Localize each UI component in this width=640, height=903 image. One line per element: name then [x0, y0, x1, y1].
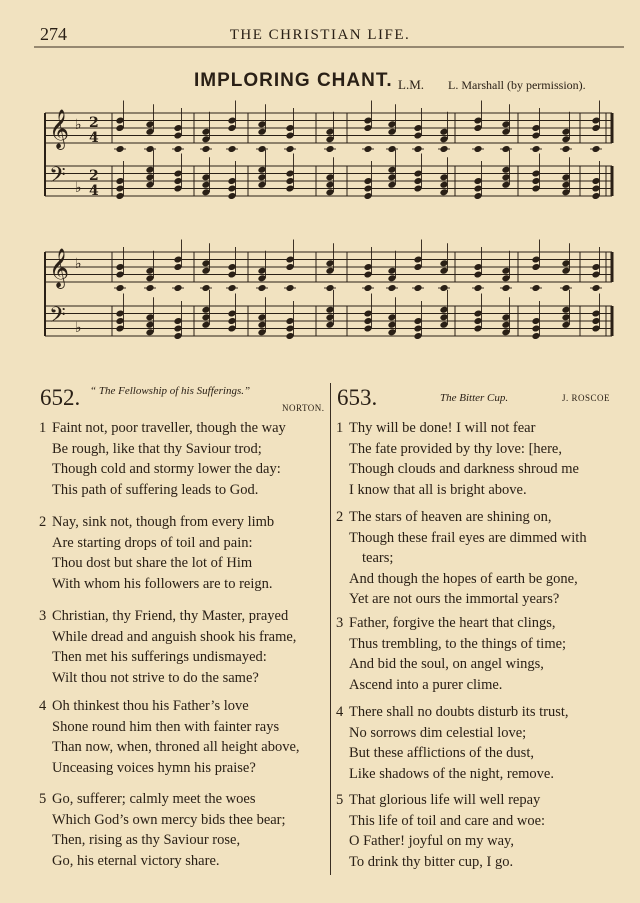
key-signature-flat: ♭	[75, 320, 82, 336]
bass-clef: 𝄢	[49, 303, 66, 333]
verse-line: tears;	[362, 550, 394, 566]
hymn-author: J. ROSCOE	[562, 393, 611, 403]
time-signature-bottom: 4	[89, 130, 99, 146]
verse-line: Though these frail eyes are dimmed with	[349, 529, 587, 546]
verse-line: This life of toil and care and woe:	[349, 812, 546, 829]
verse-line: While dread and anguish shook his frame,	[52, 628, 297, 645]
music-score	[0, 0, 640, 370]
running-title: THE CHRISTIAN LIFE.	[229, 27, 411, 43]
hymn-title: “ The Fellowship of his Sufferings.”	[90, 385, 251, 397]
verse-number: 5	[336, 792, 344, 808]
verse-line: Than now, when, throned all height above,	[52, 739, 300, 755]
verse-number: 2	[39, 514, 47, 530]
treble-clef: 𝄞	[49, 248, 70, 288]
verse-line: Wilt thou not strive to do the same?	[52, 669, 259, 686]
verse-line: And though the hopes of earth be gone,	[349, 570, 578, 587]
time-signature-top: 2	[89, 115, 99, 131]
verse	[39, 418, 286, 500]
hymn-author: NORTON.	[282, 403, 325, 413]
verse-line: Thou dost but share the lot of Him	[52, 555, 253, 571]
verse	[336, 790, 546, 872]
verse-line: Are starting drops of toil and pain:	[52, 534, 253, 551]
verse-number: 4	[336, 704, 344, 720]
time-signature-top: 2	[89, 168, 99, 184]
verse-line: Though clouds and darkness shroud me	[349, 461, 579, 477]
verse	[39, 512, 275, 594]
tune-meter: L.M.	[398, 77, 424, 92]
verse	[336, 418, 579, 500]
verse	[39, 606, 297, 688]
hymn-number: 652.	[40, 385, 81, 410]
verse-number: 1	[39, 420, 47, 436]
verse-line: To drink thy bitter cup, I go.	[349, 853, 514, 870]
verse-line: But these afflictions of the dust,	[349, 745, 534, 761]
verse-line: Yet are not ours the immortal years?	[349, 591, 560, 607]
verse-line: There shall no doubts disturb its trust,	[349, 704, 569, 720]
verse-line: Christian, thy Friend, thy Master, prayed	[52, 608, 289, 624]
verse-line: O Father! joyful on my way,	[349, 833, 514, 849]
key-signature-flat: ♭	[75, 180, 82, 196]
verse-line: And bid the soul, on angel wings,	[349, 656, 544, 672]
verse	[39, 789, 286, 871]
page-number: 274	[40, 24, 67, 44]
verse-line: No sorrows dim celestial love;	[349, 724, 527, 741]
column-divider	[330, 383, 331, 875]
verse-number: 2	[336, 509, 344, 525]
verse-number: 4	[39, 698, 47, 714]
verse	[336, 702, 569, 784]
verse-number: 5	[39, 791, 47, 807]
verse-line: Faint not, poor traveller, though the way	[52, 420, 286, 436]
verse-line: The fate provided by thy love: [here,	[349, 440, 562, 457]
verse-line: Ascend into a purer clime.	[349, 676, 503, 693]
verse-line: Thy will be done! I will not fear	[349, 420, 536, 436]
tune-title: IMPLORING CHANT.	[194, 70, 393, 91]
treble-clef: 𝄞	[49, 109, 70, 149]
verse-number: 3	[39, 608, 47, 624]
verse-line: The stars of heaven are shining on,	[349, 509, 552, 525]
verse-line: Father, forgive the heart that clings,	[349, 615, 556, 631]
verse-line: Though cold and stormy lower the day:	[52, 461, 281, 477]
verse-line: I know that all is bright above.	[349, 481, 527, 498]
verse-line: Which God’s own mercy bids thee bear;	[52, 811, 286, 828]
verse-line: Unceasing voices hymn his praise?	[52, 759, 256, 776]
bass-clef: 𝄢	[49, 163, 66, 193]
tune-composer: L. Marshall (by permission).	[448, 78, 586, 92]
verse-line: Go, his eternal victory share.	[52, 852, 220, 869]
hymn-number: 653.	[337, 385, 378, 410]
key-signature-flat: ♭	[75, 117, 82, 133]
verse-line: Shone round him then with fainter rays	[52, 718, 280, 735]
key-signature-flat: ♭	[75, 256, 82, 272]
hymn-title: The Bitter Cup.	[440, 392, 509, 404]
verse-line: Be rough, like that thy Saviour trod;	[52, 440, 262, 457]
time-signature-bottom: 4	[89, 183, 99, 199]
verse-line: Like shadows of the night, remove.	[349, 765, 554, 782]
verse-line: Nay, sink not, though from every limb	[52, 514, 275, 530]
verse	[336, 507, 587, 610]
verse-line: That glorious life will well repay	[349, 792, 541, 808]
verse-line: With whom his followers are to reign.	[52, 575, 273, 592]
verse	[336, 613, 567, 695]
verse-line: This path of suffering leads to God.	[52, 481, 259, 498]
verse	[39, 696, 300, 778]
verse-line: Then, rising as thy Saviour rose,	[52, 832, 241, 848]
verse-line: Then met his sufferings undismayed:	[52, 649, 267, 665]
verse-line: Oh thinkest thou his Father’s love	[52, 698, 249, 714]
verse-number: 3	[336, 615, 344, 631]
verse-number: 1	[336, 420, 344, 436]
verse-line: Go, sufferer; calmly meet the woes	[52, 791, 256, 807]
verse-line: Thus trembling, to the things of time;	[349, 635, 567, 652]
